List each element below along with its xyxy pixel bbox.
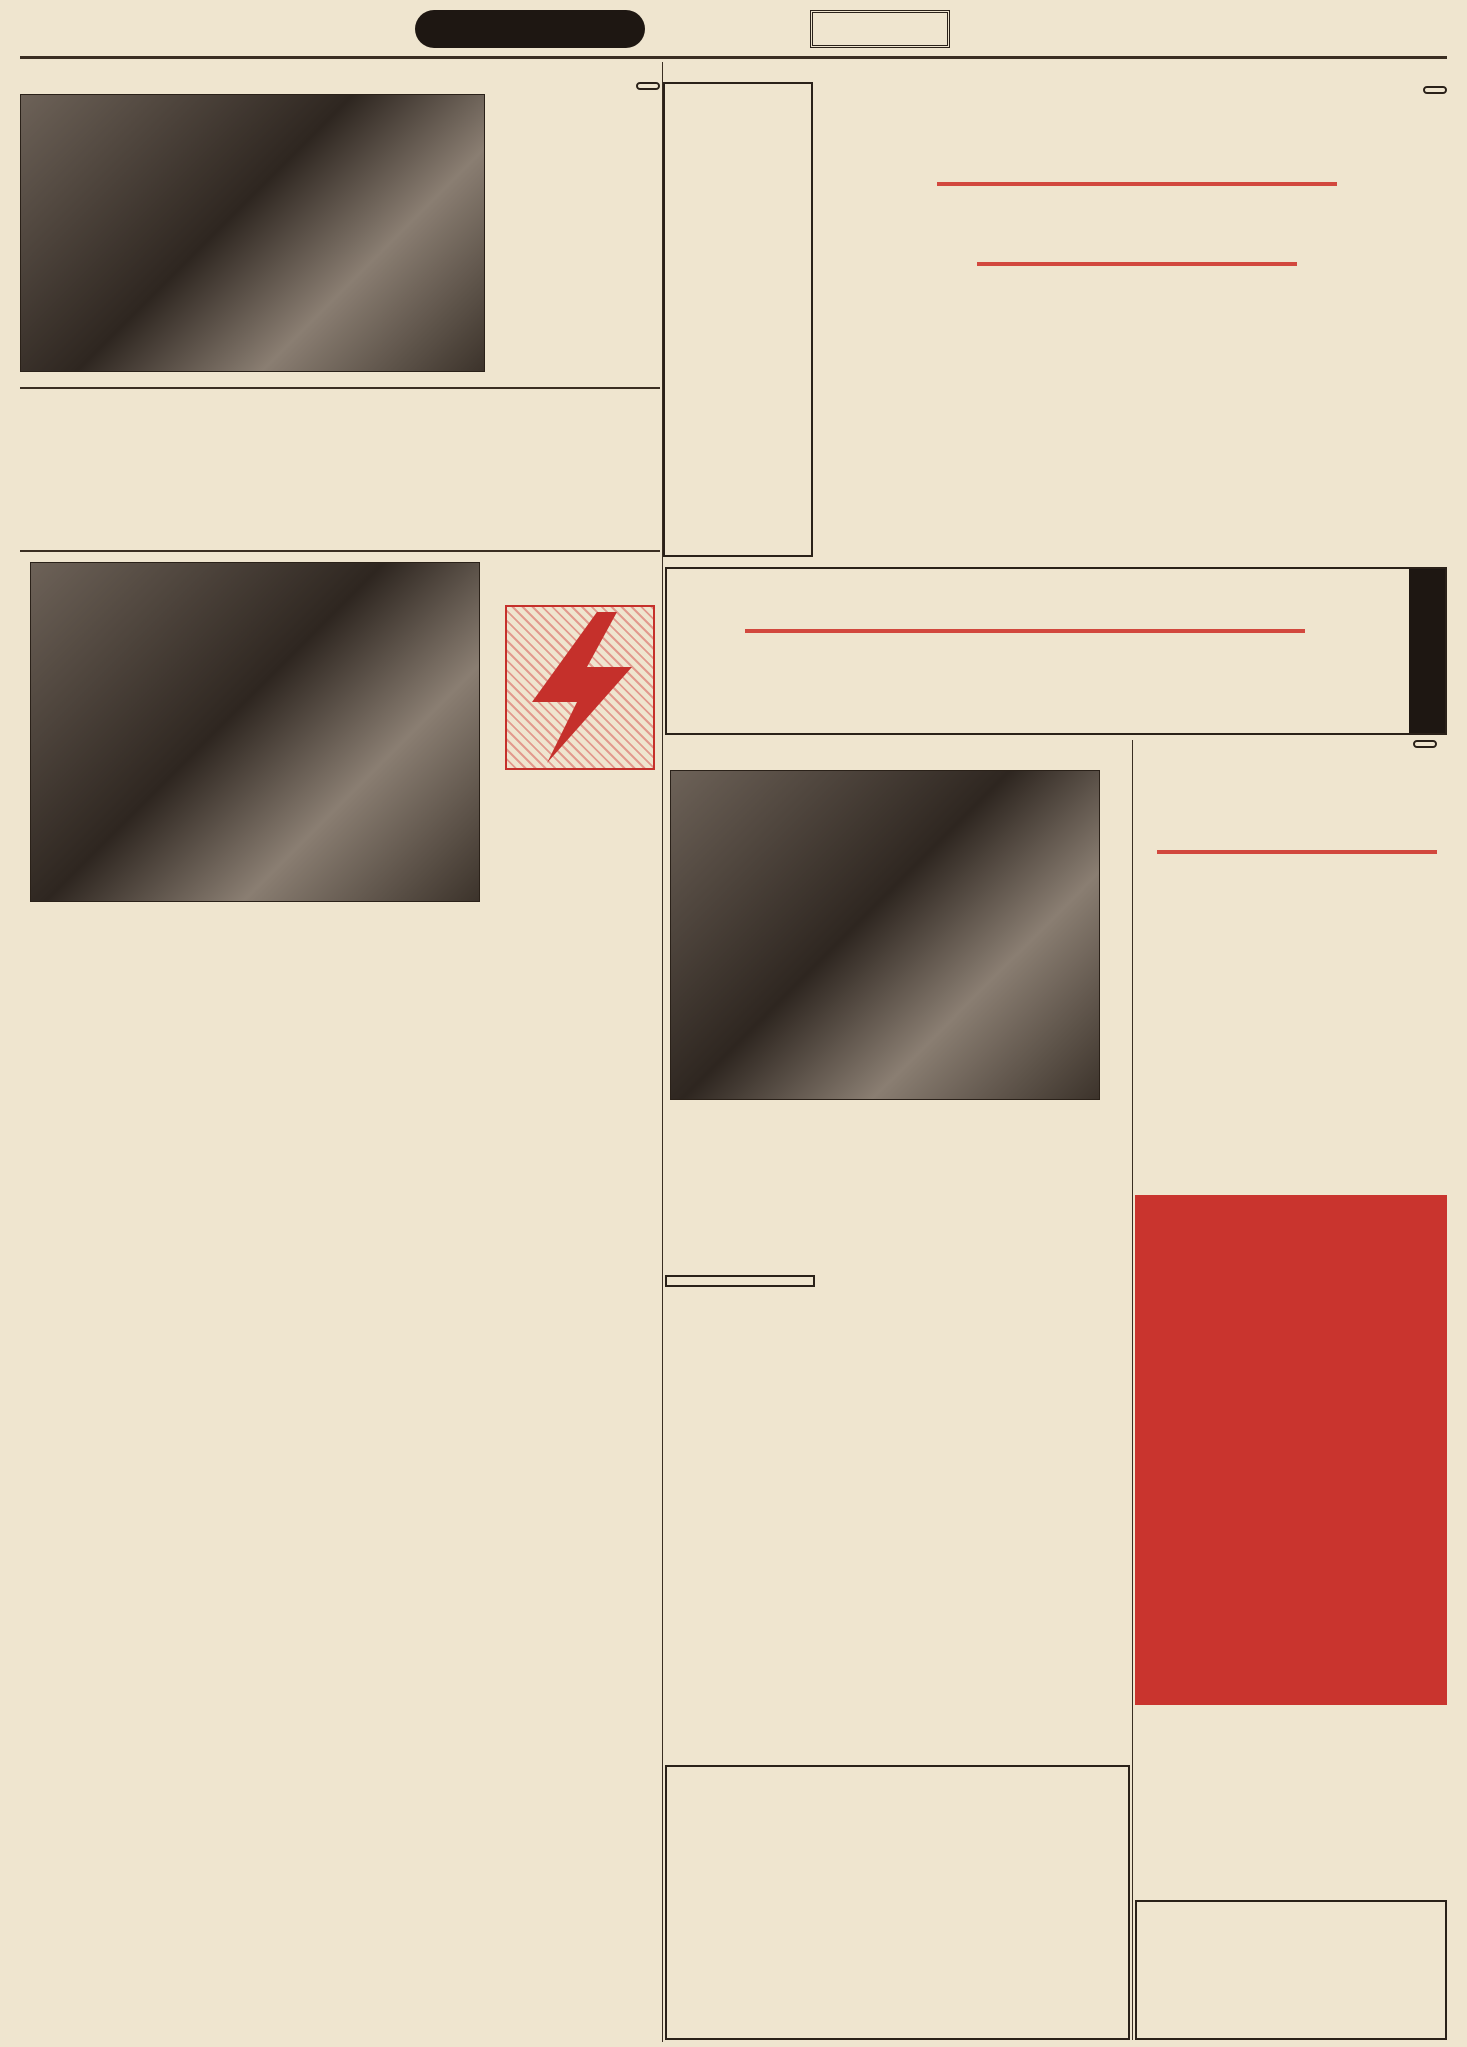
ad-sub — [1141, 1389, 1441, 1417]
zodiac-ad — [1135, 1195, 1447, 1705]
lead-body-b — [815, 300, 945, 550]
textile-col-4 — [500, 930, 660, 2030]
bees-story — [665, 567, 1447, 735]
ad-signs-top — [1141, 1245, 1441, 1385]
lead-red-underline-2 — [977, 262, 1297, 266]
bees-body — [675, 641, 1395, 729]
two-news-item-1 — [980, 1315, 1130, 1495]
women-story — [1140, 740, 1447, 1190]
art-school-notice — [665, 1765, 1130, 2040]
camel-rule — [20, 387, 660, 389]
tender-notice — [1135, 1900, 1447, 2040]
bees-red-underline — [745, 629, 1305, 633]
lead-red-underline-1 — [937, 182, 1337, 186]
auction-body-a — [670, 1115, 885, 1265]
section-logo — [810, 10, 950, 48]
red-graphic — [505, 605, 655, 770]
tender-body — [1141, 1906, 1441, 1984]
two-news-item-2 — [820, 1315, 970, 1495]
housing-notice — [820, 1545, 1130, 1750]
horse-story — [663, 82, 813, 557]
column-rule-left — [662, 62, 663, 2042]
thanks-body — [1135, 1732, 1447, 1816]
thanks-notice — [1135, 1728, 1447, 1898]
lead-kicker — [1423, 86, 1447, 94]
two-news-item-2-body — [820, 1315, 970, 1495]
culture-body — [665, 1293, 815, 1673]
wedding-card — [960, 340, 1250, 550]
lead-body-a — [1257, 297, 1447, 552]
textile-lead-text — [490, 790, 660, 920]
textile-col-3 — [340, 930, 490, 2030]
women-kicker — [1413, 740, 1437, 748]
two-news-item-1-body — [980, 1315, 1130, 1495]
auction-photo — [670, 770, 1100, 1100]
lightning-bolt-icon — [507, 607, 653, 768]
camel-body — [495, 192, 660, 377]
camel-kicker — [636, 82, 660, 90]
masthead — [0, 0, 1467, 56]
culture-head-box — [665, 1275, 815, 1287]
textile-rule — [20, 550, 660, 552]
textile-col-1 — [20, 930, 170, 2030]
textile-col-2 — [180, 930, 330, 2030]
culture-story — [665, 1275, 815, 1765]
ad-signs-bottom — [1141, 1423, 1441, 1653]
camel-photo — [20, 94, 485, 372]
camel-story — [20, 82, 660, 382]
column-rule-right — [1132, 740, 1133, 2040]
women-red-underline — [1157, 850, 1437, 854]
housing-body — [820, 1545, 1130, 1665]
auction-body-b — [895, 1115, 1130, 1265]
masthead-rule — [20, 56, 1447, 59]
textile-headlines — [20, 395, 660, 565]
textile-meeting-photo — [30, 562, 480, 902]
bees-kicker — [1409, 569, 1445, 733]
auction-story — [665, 740, 1135, 1275]
ad-top-text — [1141, 1201, 1441, 1241]
horse-body — [671, 96, 805, 496]
art-body — [673, 1773, 1122, 1983]
weekend-tag — [415, 10, 645, 48]
women-body — [1147, 860, 1447, 1185]
two-news — [820, 1275, 1130, 1545]
